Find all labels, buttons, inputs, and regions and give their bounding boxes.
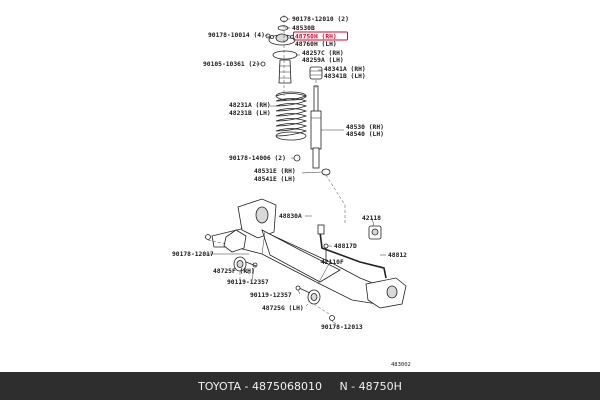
small-bolt xyxy=(261,62,265,66)
shock-mount-bracket xyxy=(269,34,295,45)
dust-boot xyxy=(279,60,291,83)
label-90119-12357-a[interactable]: 90119-12357 xyxy=(227,279,269,286)
label-90119-12357-b[interactable]: 90119-12357 xyxy=(250,292,292,299)
lower-bushing xyxy=(294,155,300,161)
label-48830a[interactable]: 48830A xyxy=(279,213,302,220)
spring-insulator xyxy=(273,51,297,59)
label-48750h[interactable]: 48750H (RH) xyxy=(295,33,337,41)
label-48530b[interactable]: 48530B xyxy=(292,25,315,32)
label-48725f[interactable]: 48725F (RH) xyxy=(213,268,255,275)
label-42110f[interactable]: 42110F xyxy=(321,259,344,266)
label-48531e[interactable]: 48531E (RH) xyxy=(254,168,296,175)
label-48540[interactable]: 48540 (LH) xyxy=(346,131,384,138)
beam-bolt-left xyxy=(206,235,211,240)
label-48812[interactable]: 48812 xyxy=(388,252,407,259)
label-90178-12017[interactable]: 90178-12017 xyxy=(172,251,214,258)
label-90178-14006[interactable]: 90178-14006 (2) xyxy=(229,155,286,162)
label-48530[interactable]: 48530 (RH) xyxy=(346,124,384,131)
label-48259a[interactable]: 48259A (LH) xyxy=(302,57,344,64)
beam-bolt-lower xyxy=(296,286,310,293)
caption-bar xyxy=(0,372,600,400)
stabilizer-clamp xyxy=(318,225,324,234)
caption-text: TOYOTA - 4875068010 N - 48750H xyxy=(198,379,402,393)
beam-bolt-mid xyxy=(246,262,257,267)
label-48817d[interactable]: 48817D xyxy=(334,243,357,250)
label-90178-12010[interactable]: 90178-12010 (2) xyxy=(292,16,349,23)
bump-stopper xyxy=(310,67,322,79)
label-48231a[interactable]: 48231A (RH) xyxy=(229,102,271,109)
label-48231b[interactable]: 48231B (LH) xyxy=(229,110,271,117)
label-90178-10014[interactable]: 90178-10014 (4) xyxy=(208,32,265,39)
label-42118[interactable]: 42118 xyxy=(362,215,381,222)
stabilizer-bushing xyxy=(369,226,381,239)
label-48760h[interactable]: 48760H (LH) xyxy=(295,41,337,48)
label-48541e[interactable]: 48541E (LH) xyxy=(254,176,296,183)
shock-absorber xyxy=(311,86,330,175)
label-48341b[interactable]: 48341B (LH) xyxy=(324,73,366,80)
label-90105-10361[interactable]: 90105-10361 (2) xyxy=(203,61,260,68)
label-48725g[interactable]: 48725G (LH) xyxy=(262,305,304,312)
label-48257c[interactable]: 48257C (RH) xyxy=(302,50,344,57)
trailing-arm-bushing-lh xyxy=(308,290,320,304)
drawing-number: 483002 xyxy=(391,362,411,368)
label-48341a[interactable]: 48341A (RH) xyxy=(324,66,366,73)
label-90178-12013[interactable]: 90178-12013 xyxy=(321,324,363,331)
coil-spring xyxy=(276,92,306,140)
beam-nut-bottom xyxy=(330,316,335,321)
